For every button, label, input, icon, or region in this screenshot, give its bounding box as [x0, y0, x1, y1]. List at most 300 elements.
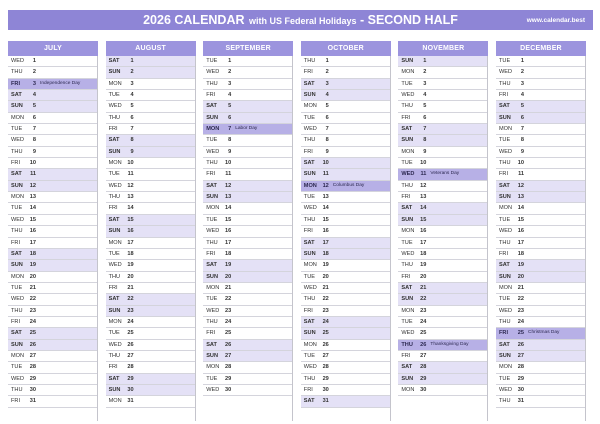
day-number: 17 — [127, 239, 134, 246]
weekday-label: FRI — [499, 92, 509, 99]
day-number: 17 — [420, 239, 427, 246]
day-number: 8 — [423, 137, 427, 144]
day-number: 28 — [517, 364, 524, 371]
holiday-row — [398, 169, 487, 180]
day-row — [301, 362, 390, 373]
day-number: 18 — [224, 250, 232, 257]
weekday-label: SUN — [499, 194, 511, 201]
day-number: 16 — [322, 228, 329, 235]
day-row — [8, 328, 97, 339]
day-number: 8 — [228, 137, 232, 144]
weekday-label: WED — [11, 58, 25, 64]
day-row — [496, 226, 585, 237]
day-row — [398, 328, 487, 339]
weekday-label: MON — [499, 126, 513, 133]
holiday-row — [8, 79, 97, 90]
weekday-label: MON — [401, 69, 415, 76]
day-number: 4 — [228, 92, 232, 99]
day-row — [398, 272, 487, 283]
holiday-name: Thanksgiving Day — [430, 341, 469, 347]
weekday-label: SAT — [11, 250, 22, 257]
day-number: 29 — [29, 375, 36, 382]
day-row — [8, 272, 97, 283]
weekday-label: WED — [11, 216, 25, 223]
day-number: 23 — [29, 307, 36, 314]
day-row — [398, 158, 487, 169]
title-subtitle: with US Federal Holidays — [248, 16, 357, 26]
weekday-label: SUN — [108, 148, 121, 155]
day-number: 1 — [423, 58, 427, 64]
day-number: 10 — [420, 160, 427, 167]
day-row — [106, 385, 195, 396]
day-number: 16 — [420, 228, 427, 235]
weekday-label: FRI — [206, 330, 216, 337]
day-number: 15 — [224, 216, 232, 223]
day-number: 8 — [32, 137, 36, 144]
weekday-label: WED — [303, 126, 317, 133]
title-dash: - — [356, 13, 368, 27]
month-header: JULY — [8, 41, 98, 56]
weekday-label: MON — [108, 160, 122, 167]
day-row — [8, 192, 97, 203]
day-row — [496, 238, 585, 249]
weekday-label: TUE — [499, 296, 511, 303]
day-number: 26 — [29, 341, 36, 348]
weekday-label: SAT — [206, 341, 217, 348]
weekday-label: MON — [11, 114, 25, 121]
day-number: 13 — [420, 194, 427, 201]
month-december — [496, 41, 586, 421]
day-number: 28 — [420, 364, 427, 371]
day-row — [106, 249, 195, 260]
day-number: 27 — [420, 352, 427, 359]
weekday-label: SAT — [401, 126, 413, 133]
day-row — [8, 113, 97, 124]
day-row — [8, 317, 97, 328]
day-row — [301, 272, 390, 283]
day-row — [203, 203, 292, 214]
weekday-label: FRI — [499, 250, 509, 257]
day-row — [106, 101, 195, 112]
weekday-label: SUN — [303, 171, 316, 178]
day-number: 3 — [228, 80, 232, 87]
day-row — [301, 396, 390, 407]
title-main: 2026 CALENDAR — [143, 13, 245, 27]
day-number: 11 — [30, 171, 36, 178]
day-number: 30 — [224, 386, 232, 393]
day-row — [203, 283, 292, 294]
weekday-label: SAT — [108, 375, 120, 382]
day-row — [203, 317, 292, 328]
day-number: 5 — [130, 103, 134, 110]
day-number: 25 — [224, 330, 232, 337]
day-number: 25 — [517, 330, 524, 337]
day-row — [496, 101, 585, 112]
weekday-label: SUN — [206, 273, 218, 280]
day-number: 9 — [130, 148, 134, 155]
weekday-label: THU — [11, 307, 23, 314]
day-row — [398, 215, 487, 226]
day-row — [8, 340, 97, 351]
day-number: 3 — [520, 80, 524, 87]
weekday-label: FRI — [11, 398, 21, 405]
day-number: 2 — [423, 69, 427, 76]
weekday-label: FRI — [401, 114, 411, 121]
weekday-label: TUE — [108, 330, 120, 337]
day-row — [301, 374, 390, 385]
day-number: 9 — [228, 148, 232, 155]
day-row — [203, 169, 292, 180]
weekday-label: TUE — [401, 318, 413, 325]
holiday-name: Independence Day — [40, 80, 81, 86]
day-row — [496, 79, 585, 90]
day-number: 19 — [224, 262, 232, 269]
day-row — [8, 158, 97, 169]
day-row — [8, 238, 97, 249]
weekday-label: FRI — [206, 92, 216, 99]
weekday-label: TUE — [303, 114, 315, 121]
day-number: 28 — [29, 364, 36, 371]
weekday-label: SUN — [11, 341, 23, 348]
weekday-label: TUE — [11, 126, 23, 133]
day-row — [203, 340, 292, 351]
day-row — [301, 158, 390, 169]
day-number: 30 — [517, 386, 524, 393]
day-number: 24 — [127, 318, 134, 325]
day-number: 13 — [29, 194, 36, 201]
month-header: NOVEMBER — [398, 41, 488, 56]
weekday-label: THU — [11, 386, 23, 393]
day-number: 3 — [130, 80, 134, 87]
day-row — [106, 362, 195, 373]
day-list — [106, 56, 196, 421]
day-row — [398, 317, 487, 328]
day-row — [203, 260, 292, 271]
weekday-label: SAT — [401, 205, 413, 212]
day-row — [301, 249, 390, 260]
weekday-label: TUE — [401, 239, 413, 246]
holiday-row — [203, 124, 292, 135]
day-row — [106, 135, 195, 146]
weekday-label: FRI — [206, 171, 216, 178]
day-number: 28 — [127, 364, 134, 371]
weekday-label: FRI — [11, 318, 21, 325]
day-row — [301, 226, 390, 237]
day-number: 20 — [322, 273, 329, 280]
weekday-label: SAT — [11, 171, 22, 178]
weekday-label: SUN — [499, 114, 511, 121]
weekday-label: TUE — [499, 58, 511, 64]
day-number: 11 — [225, 171, 232, 178]
weekday-label: THU — [303, 296, 316, 303]
day-number: 16 — [127, 228, 134, 235]
day-number: 8 — [325, 137, 329, 144]
day-number: 7 — [130, 126, 134, 133]
day-row — [496, 181, 585, 192]
day-number: 21 — [224, 284, 232, 291]
day-row — [8, 226, 97, 237]
site-link[interactable]: www.calendar.best — [526, 17, 585, 24]
day-row — [106, 67, 195, 78]
day-number: 10 — [224, 160, 232, 167]
weekday-label: WED — [499, 307, 513, 314]
day-row — [8, 101, 97, 112]
day-row — [496, 203, 585, 214]
day-number: 25 — [420, 330, 427, 337]
weekday-label: FRI — [108, 205, 118, 212]
weekday-label: SUN — [303, 330, 316, 337]
day-number: 2 — [325, 69, 329, 76]
day-row — [106, 158, 195, 169]
weekday-label: THU — [499, 80, 511, 87]
weekday-label: MON — [108, 318, 122, 325]
day-row — [398, 362, 487, 373]
weekday-label: SAT — [499, 341, 510, 348]
weekday-label: SAT — [499, 103, 510, 110]
day-row — [106, 396, 195, 407]
day-number: 9 — [325, 148, 329, 155]
weekday-label: WED — [11, 296, 25, 303]
day-row — [398, 113, 487, 124]
weekday-label: FRI — [11, 160, 21, 167]
weekday-label: TUE — [108, 92, 120, 99]
weekday-label: TUE — [206, 137, 218, 144]
weekday-label: MON — [11, 352, 25, 359]
day-number: 11 — [322, 171, 329, 178]
day-number: 2 — [228, 69, 232, 76]
day-row — [496, 124, 585, 135]
holiday-name: Christmas Day — [528, 330, 560, 336]
weekday-label: SAT — [303, 318, 315, 325]
weekday-label: SUN — [499, 352, 511, 359]
day-row — [8, 260, 97, 271]
weekday-label: THU — [11, 228, 23, 235]
day-row — [203, 192, 292, 203]
day-row — [203, 90, 292, 101]
day-number: 7 — [228, 126, 232, 133]
weekday-label: WED — [11, 375, 25, 382]
day-number: 4 — [520, 92, 524, 99]
month-august — [106, 41, 196, 421]
weekday-label: TUE — [303, 352, 315, 359]
day-number: 20 — [517, 273, 524, 280]
day-row — [496, 340, 585, 351]
day-row — [398, 90, 487, 101]
weekday-label: MON — [499, 364, 513, 371]
weekday-label: TUE — [401, 80, 413, 87]
day-row — [106, 192, 195, 203]
weekday-label: WED — [206, 228, 220, 235]
weekday-label: THU — [499, 318, 511, 325]
month-september — [203, 41, 293, 421]
day-row — [398, 101, 487, 112]
day-number: 31 — [322, 398, 329, 405]
day-number: 27 — [517, 352, 524, 359]
day-row — [8, 283, 97, 294]
day-row — [8, 385, 97, 396]
weekday-label: TUE — [11, 364, 23, 371]
day-row — [496, 90, 585, 101]
day-row — [398, 181, 487, 192]
weekday-label: TUE — [499, 375, 511, 382]
day-number: 21 — [517, 284, 524, 291]
day-number: 2 — [520, 69, 524, 76]
weekday-label: SAT — [108, 216, 120, 223]
title-banner — [8, 10, 593, 30]
weekday-label: MON — [108, 239, 122, 246]
weekday-label: FRI — [11, 239, 21, 246]
day-number: 24 — [420, 318, 427, 325]
weekday-label: SUN — [303, 92, 316, 99]
weekday-label: TUE — [303, 273, 315, 280]
weekday-label: WED — [303, 364, 317, 371]
day-number: 30 — [322, 386, 329, 393]
day-row — [496, 362, 585, 373]
weekday-label: MON — [401, 148, 415, 155]
day-row — [398, 294, 487, 305]
day-row — [106, 283, 195, 294]
weekday-label: SAT — [401, 284, 413, 291]
day-number: 27 — [127, 352, 134, 359]
day-number: 10 — [517, 160, 524, 167]
day-number: 18 — [517, 250, 524, 257]
weekday-label: MON — [499, 205, 513, 212]
day-number: 17 — [29, 239, 36, 246]
day-row — [301, 124, 390, 135]
day-row — [398, 135, 487, 146]
weekday-label: SUN — [108, 69, 121, 76]
weekday-label: TUE — [108, 171, 120, 178]
day-number: 7 — [520, 126, 524, 133]
day-row — [398, 226, 487, 237]
weekday-label: FRI — [303, 228, 313, 235]
day-number: 3 — [325, 80, 329, 87]
day-number: 19 — [420, 262, 427, 269]
day-row — [106, 169, 195, 180]
weekday-label: SUN — [206, 352, 218, 359]
day-list — [496, 56, 586, 421]
month-header: AUGUST — [106, 41, 196, 56]
day-row — [496, 192, 585, 203]
day-row — [106, 351, 195, 362]
day-row — [301, 90, 390, 101]
day-row — [301, 79, 390, 90]
day-number: 19 — [127, 262, 134, 269]
day-row — [496, 260, 585, 271]
weekday-label: SAT — [303, 239, 315, 246]
weekday-label: MON — [401, 228, 415, 235]
day-row — [8, 124, 97, 135]
day-row — [203, 56, 292, 67]
day-row — [301, 169, 390, 180]
holiday-row — [496, 328, 585, 339]
day-row — [203, 226, 292, 237]
day-number: 21 — [29, 284, 36, 291]
day-row — [8, 203, 97, 214]
day-number: 4 — [32, 92, 36, 99]
weekday-label: WED — [108, 262, 122, 269]
day-row — [398, 67, 487, 78]
day-number: 13 — [127, 194, 134, 201]
day-row — [8, 90, 97, 101]
weekday-label: FRI — [206, 250, 216, 257]
weekday-label: FRI — [108, 364, 118, 371]
day-row — [106, 272, 195, 283]
day-number: 20 — [224, 273, 232, 280]
day-row — [8, 169, 97, 180]
weekday-label: MON — [401, 386, 415, 393]
day-number: 6 — [228, 114, 232, 121]
day-number: 31 — [29, 398, 36, 405]
day-number: 12 — [517, 182, 524, 189]
day-number: 22 — [322, 296, 329, 303]
day-number: 1 — [520, 58, 524, 64]
weekday-label: MON — [11, 273, 25, 280]
weekday-label: SUN — [401, 296, 414, 303]
day-row — [203, 328, 292, 339]
day-number: 9 — [32, 148, 36, 155]
weekday-label: FRI — [401, 194, 411, 201]
day-number: 17 — [517, 239, 524, 246]
day-row — [496, 56, 585, 67]
weekday-label: TUE — [401, 160, 413, 167]
day-row — [301, 147, 390, 158]
day-row — [8, 67, 97, 78]
day-number: 14 — [127, 205, 134, 212]
weekday-label: THU — [401, 182, 413, 189]
weekday-label: THU — [108, 352, 121, 359]
weekday-label: MON — [401, 307, 415, 314]
weekday-label: SUN — [11, 262, 23, 269]
weekday-label: SUN — [401, 137, 414, 144]
holiday-name: Labor Day — [235, 126, 258, 132]
day-number: 31 — [517, 398, 524, 405]
day-number: 6 — [32, 114, 36, 121]
day-number: 4 — [423, 92, 427, 99]
weekday-label: WED — [499, 148, 513, 155]
weekday-label: TUE — [108, 250, 120, 257]
day-number: 16 — [517, 228, 524, 235]
day-number: 22 — [224, 296, 232, 303]
day-number: 1 — [130, 58, 134, 64]
weekday-label: MON — [303, 103, 317, 110]
weekday-label: THU — [108, 194, 121, 201]
holiday-name: Columbus Day — [332, 182, 365, 188]
day-row — [8, 306, 97, 317]
day-row — [106, 113, 195, 124]
day-row — [203, 113, 292, 124]
day-number: 23 — [224, 307, 232, 314]
day-number: 6 — [423, 114, 427, 121]
weekday-label: FRI — [401, 273, 411, 280]
weekday-label: FRI — [11, 80, 21, 87]
day-number: 30 — [127, 386, 134, 393]
day-number: 2 — [32, 69, 36, 76]
day-row — [203, 374, 292, 385]
weekday-label: FRI — [303, 386, 313, 393]
day-row — [8, 374, 97, 385]
day-number: 9 — [520, 148, 524, 155]
day-row — [106, 181, 195, 192]
weekday-label: MON — [108, 398, 122, 405]
weekday-label: WED — [401, 92, 415, 99]
weekday-label: SAT — [11, 330, 22, 337]
day-number: 7 — [423, 126, 427, 133]
day-number: 11 — [518, 171, 524, 178]
day-number: 26 — [517, 341, 524, 348]
day-number: 23 — [420, 307, 427, 314]
day-number: 1 — [325, 58, 329, 64]
